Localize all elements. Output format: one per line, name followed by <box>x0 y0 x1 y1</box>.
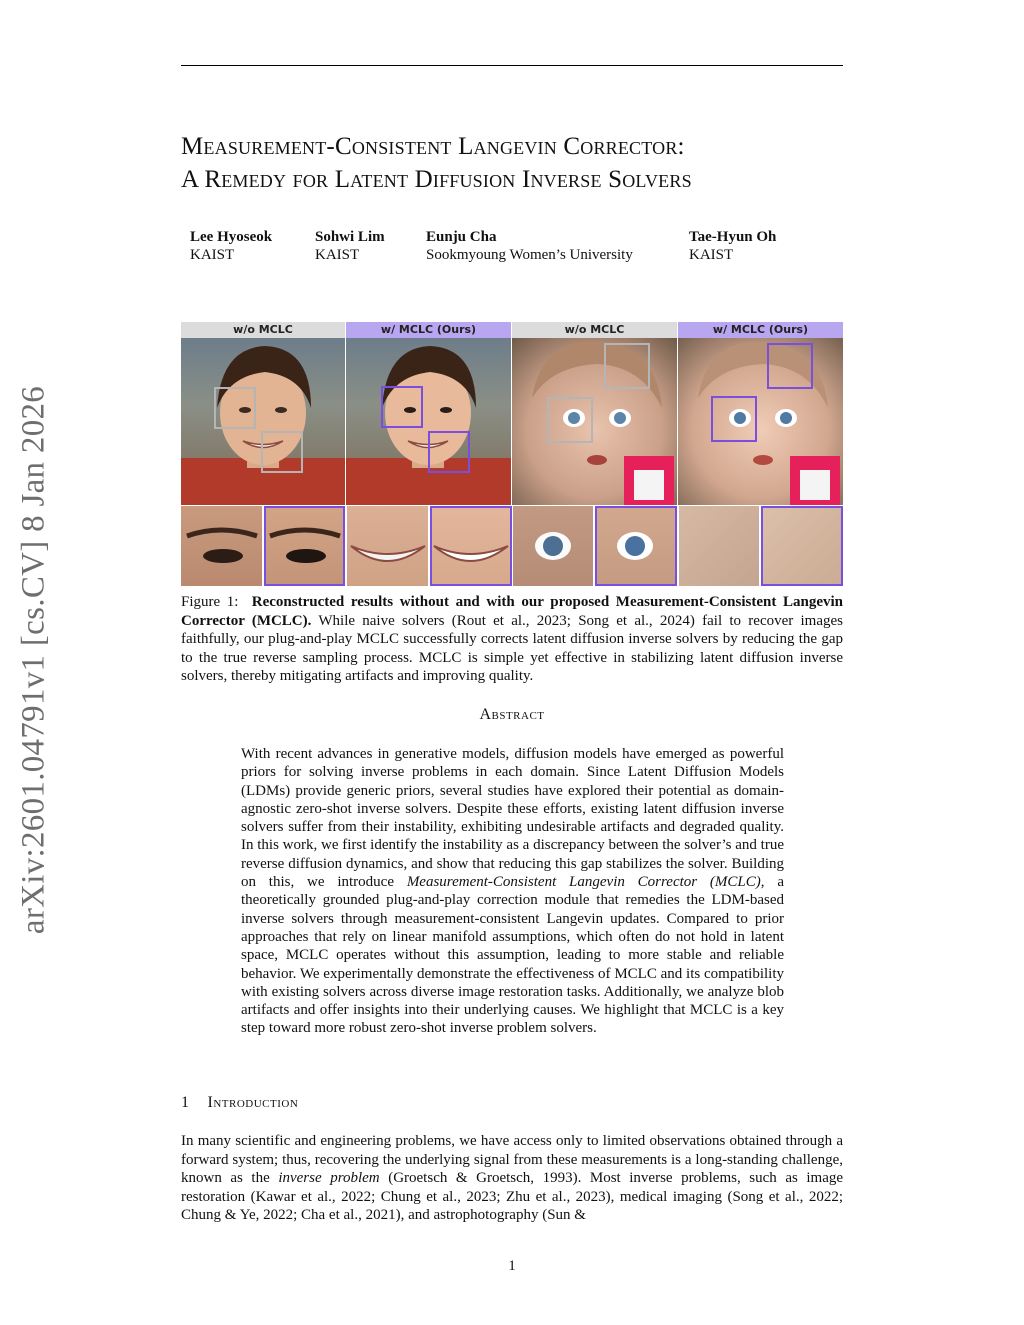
crop-boy-eye-baseline <box>181 506 262 586</box>
crop-baby-hair-ours <box>761 506 843 586</box>
section-heading-introduction <box>181 1094 298 1112</box>
title-line-1: Measurement-Consistent Langevin Corrector: <box>181 133 685 160</box>
author-name: Eunju Cha <box>426 229 497 245</box>
boy-baseline-image <box>181 338 345 505</box>
introduction-body <box>181 1132 843 1225</box>
crop-boy-mouth-ours <box>430 506 512 586</box>
zoom-box-hair <box>767 343 813 389</box>
author-3 <box>426 228 633 264</box>
paper-title <box>181 130 861 196</box>
caption-text: While naive solvers (Rout et al., 2023; Song et al., 2024) fail to recover images faithfully, our plug-and-play MCLC successfully corrects latent diffusion inverse solvers by reducing the gap to the true reverse sampling process. MCLC is simple yet effective in stabilizing latent diffusion inverse solvers, thereby mitigating artifacts and improving quality. <box>181 612 843 684</box>
page-number: 1 <box>508 1258 516 1274</box>
section-number: 1 <box>181 1094 190 1111</box>
figure-caption <box>181 593 843 686</box>
author-affiliation: KAIST <box>689 247 734 263</box>
zoom-box-hair <box>604 343 650 389</box>
arxiv-identifier: arXiv:2601.04791v1 [cs.CV] 8 Jan 2026 <box>15 385 52 935</box>
author-1 <box>190 228 272 264</box>
column-header-baseline: w/o MCLC <box>512 322 677 338</box>
zoom-box-eye <box>547 397 593 443</box>
section-title: Introduction <box>207 1094 299 1111</box>
intro-text-1: In many scientific and engineering problems, we have access only to limited observations obtained through a forward system; thus, recovering the underlying signal from these measurements is a long-standing challenge, known as the <box>181 1133 843 1186</box>
column-header-baseline: w/o MCLC <box>181 322 345 338</box>
caption-label: Figure 1: <box>181 594 239 610</box>
intro-text-2: (Groetsch & Groetsch, 1993). Most inverse problems, such as image restoration (Kawar et al., 2022; Chung et al., 2023; Zhu et al., 2023), medical imaging (Song et al., 2022; Chung & Ye, 2022; Cha et al., 2021), and astrophotography (Sun & <box>181 1170 844 1223</box>
intro-emphasis: inverse problem <box>278 1170 380 1186</box>
author-affiliation: Sookmyoung Women’s University <box>426 247 633 263</box>
crop-baby-hair-baseline <box>679 506 759 586</box>
zoom-box-eye <box>381 386 423 428</box>
crop-baby-eye-baseline <box>513 506 593 586</box>
zoom-box-mouth <box>428 431 470 473</box>
abstract-text-2: , a theoretically grounded plug-and-play correction module that remedies the LDM-based inverse solvers through measurement-consistent Langevin updates. Compared to prior approaches that rely on linear manifold assumptions, which often do not hold in latent space, MCLC operates without this assumption, leading to more stable and reliable behavior. We experimentally demonstrate the effectiveness of MCLC and its compatibility with existing solvers across diverse image restoration tasks. Additionally, we analyze blob artifacts and offer insights into their underlying causes. We highlight that MCLC is a key step toward more robust zero-shot inverse problem solvers. <box>241 874 784 1037</box>
author-4 <box>689 228 776 264</box>
column-header-ours: w/ MCLC (Ours) <box>346 322 511 338</box>
author-2 <box>315 228 385 264</box>
abstract-heading: Abstract <box>479 706 545 723</box>
boy-ours-image <box>346 338 511 505</box>
author-name: Lee Hyoseok <box>190 229 273 245</box>
column-header-ours: w/ MCLC (Ours) <box>678 322 843 338</box>
crop-boy-mouth-baseline <box>347 506 428 586</box>
abstract-method-name: Measurement-Consistent Langevin Corrector (MCLC) <box>406 874 761 891</box>
zoom-box-eye <box>711 396 757 442</box>
zoom-box-eye <box>214 387 256 429</box>
top-rule <box>181 65 843 66</box>
zoom-box-mouth <box>261 431 303 473</box>
title-line-2: A Remedy for Latent Diffusion Inverse Solvers <box>181 166 692 193</box>
baby-ours-image <box>678 338 843 505</box>
abstract-text-1: With recent advances in generative models, diffusion models have emerged as powerful priors for solving inverse problems in each domain. Since Latent Diffusion Models (LDMs) provide generic priors, several studies have explored their potential as domain-agnostic zero-shot inverse solvers. Despite these efforts, existing latent diffusion inverse solvers suffer from their instability, exhibiting undesirable artifacts and degraded quality. In this work, we first identify the instability as a discrepancy between the solver’s and true reverse diffusion dynamics, and show that reducing this gap stabilizes the solver. Building on this, we introduce <box>241 746 784 891</box>
author-affiliation: KAIST <box>315 247 360 263</box>
abstract-body <box>241 745 784 1038</box>
figure-1 <box>181 322 843 586</box>
baby-baseline-image <box>512 338 677 505</box>
author-name: Sohwi Lim <box>315 229 385 245</box>
author-name: Tae-Hyun Oh <box>689 229 777 245</box>
crop-boy-eye-ours <box>264 506 345 586</box>
caption-bold: Reconstructed results without and with our proposed Measurement-Consistent Langevin Corrector (MCLC). <box>181 594 843 629</box>
arxiv-sidebar <box>14 380 54 940</box>
crop-baby-eye-ours <box>595 506 677 586</box>
author-affiliation: KAIST <box>190 247 235 263</box>
